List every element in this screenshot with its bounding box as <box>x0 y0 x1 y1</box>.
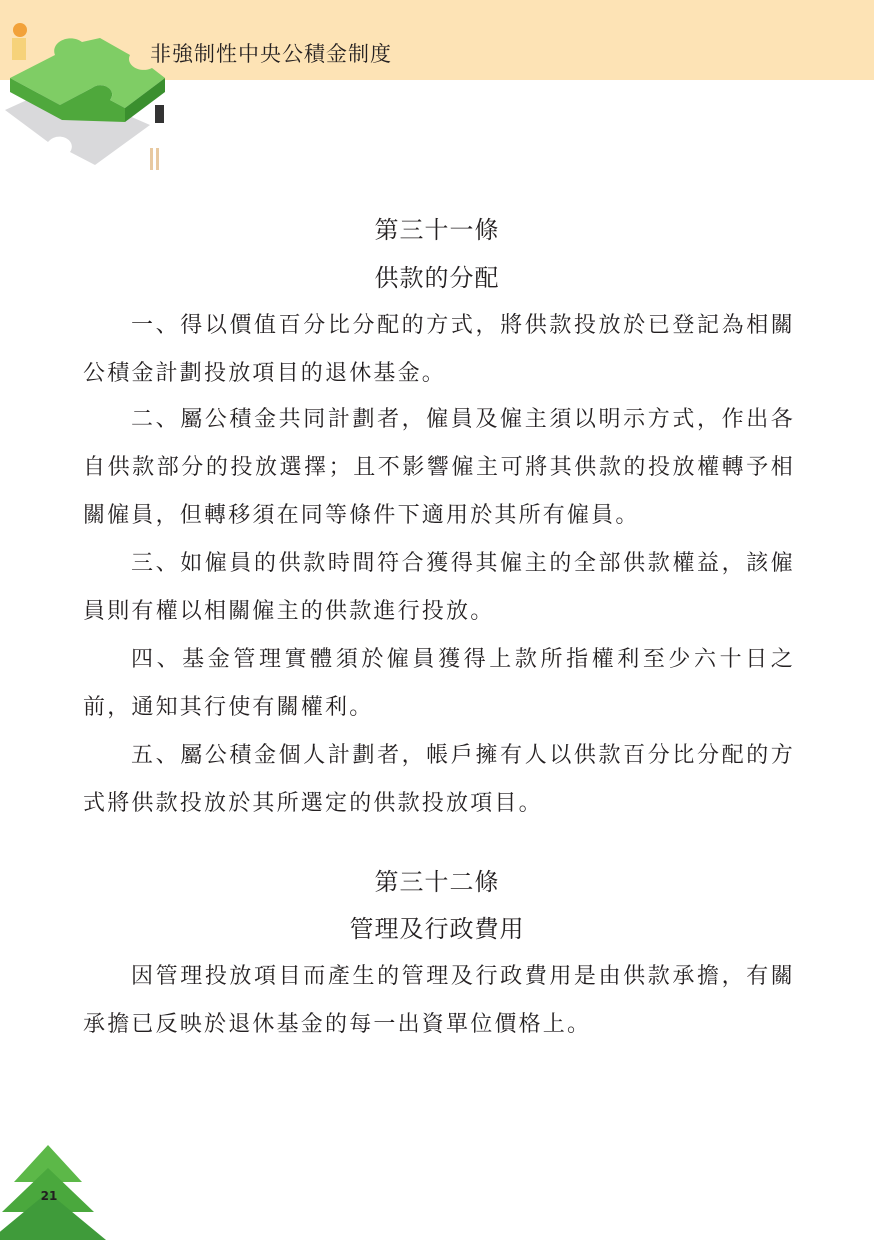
article-title: 管理及行政費用 <box>349 915 525 943</box>
header-title: 非強制性中央公積金制度 <box>150 42 392 66</box>
paragraph: 因管理投放項目而產生的管理及行政費用是由供款承擔，有關承擔已反映於退休基金的每一出資單位價格上。 <box>83 964 795 1037</box>
article-number: 第三十二條 <box>374 868 500 896</box>
article-number: 第三十一條 <box>374 216 500 244</box>
paragraph: 二、屬公積金共同計劃者，僱員及僱主須以明示方式，作出各自供款部分的投放選擇；且不影響僱主可將其供款的投放權轉予相關僱員，但轉移須在同等條件下適用於其所有僱員。 <box>83 407 795 528</box>
puzzle-piece-icon <box>0 0 180 180</box>
paragraph: 三、如僱員的供款時間符合獲得其僱主的全部供款權益，該僱員則有權以相關僱主的供款進行投放。 <box>83 551 795 624</box>
paragraph: 四、基金管理實體須於僱員獲得上款所指權利至少六十日之前，通知其行使有關權利。 <box>83 647 795 720</box>
paragraph: 五、屬公積金個人計劃者，帳戶擁有人以供款百分比分配的方式將供款投放於其所選定的供款投放項目。 <box>83 743 795 816</box>
page-number: 21 <box>40 1189 58 1203</box>
paragraph: 一、得以價值百分比分配的方式，將供款投放於已登記為相關公積金計劃投放項目的退休基金。 <box>83 313 795 386</box>
article-title: 供款的分配 <box>374 264 500 292</box>
